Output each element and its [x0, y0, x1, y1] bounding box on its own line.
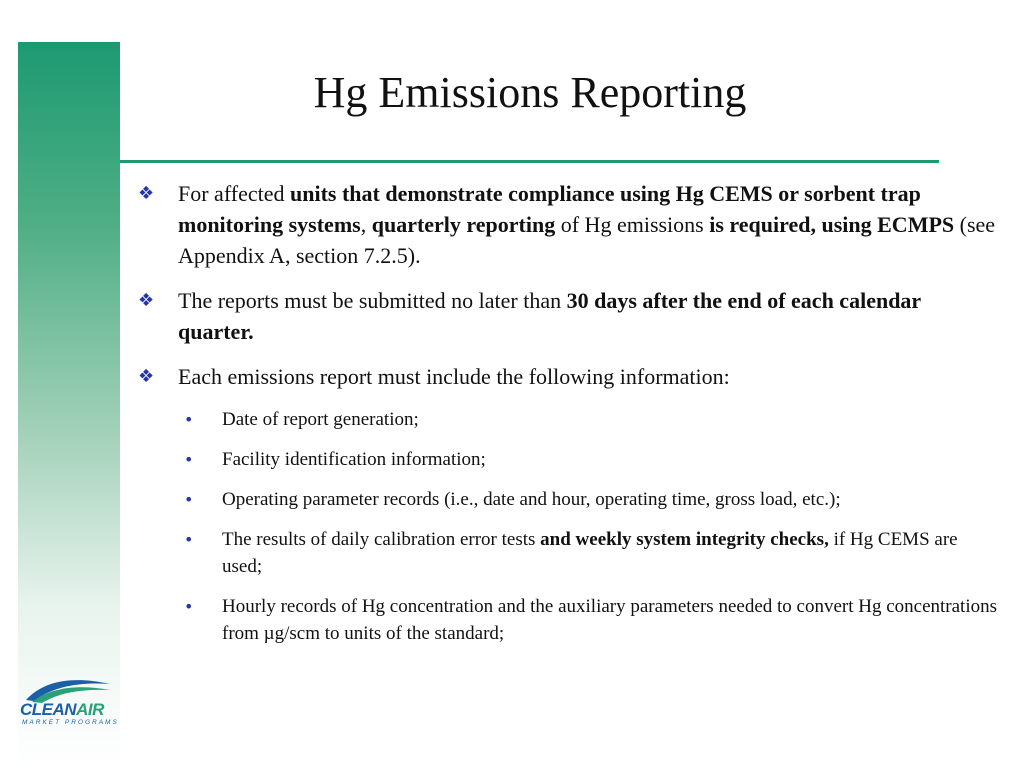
- diamond-bullet-icon: ❖: [138, 366, 155, 387]
- sub-bullet-text: [222, 409, 419, 430]
- text-run: (see Appendix A, section 7.2.5).: [178, 212, 996, 268]
- dot-bullet-icon: •: [184, 450, 194, 469]
- slide-content: [138, 178, 998, 660]
- bold-text-run: 30 days after the end of each calendar quarter.: [178, 288, 921, 344]
- slide-title: Hg Emissions Reporting: [313, 68, 747, 117]
- bold-text-run: is required, using ECMPS: [709, 212, 955, 237]
- bullet-item: [138, 285, 998, 347]
- text-run: ,: [360, 212, 372, 237]
- text-run: of Hg emissions: [555, 212, 710, 237]
- bullet-text: [178, 181, 995, 268]
- sub-bullet-text: [222, 489, 841, 510]
- logo-subtitle: MARKET PROGRAMS: [22, 719, 119, 726]
- text-run: Operating parameter records (i.e., date and hour, operating time, gross load, etc.);: [222, 489, 841, 510]
- text-run: Hourly records of Hg concentration and the auxiliary parameters needed to convert Hg concentrations from µg/scm to units of the standard;: [222, 596, 998, 644]
- logo-word-air: AIR: [76, 700, 104, 719]
- sub-bullet-item: [138, 526, 998, 580]
- text-run: For affected: [178, 181, 290, 206]
- text-run: Date of report generation;: [222, 409, 419, 430]
- title-underline: [120, 160, 939, 163]
- sub-bullet-item: [138, 486, 998, 513]
- bullet-item: [138, 178, 998, 271]
- text-run: if Hg CEMS are used;: [222, 529, 958, 577]
- bullet-text: [178, 288, 921, 344]
- dot-bullet-icon: •: [184, 530, 194, 549]
- sub-bullet-item: [138, 593, 998, 647]
- sub-bullet-item: [138, 446, 998, 473]
- bullet-item: [138, 361, 998, 392]
- sub-bullet-text: [222, 529, 958, 577]
- bold-text-run: quarterly reporting: [371, 212, 556, 237]
- sub-bullet-text: [222, 449, 486, 470]
- text-run: Facility identification information;: [222, 449, 486, 470]
- diamond-bullet-icon: ❖: [138, 290, 155, 311]
- bold-text-run: and weekly system integrity checks,: [540, 529, 829, 550]
- dot-bullet-icon: •: [184, 490, 194, 509]
- dot-bullet-icon: •: [184, 410, 194, 429]
- diamond-bullet-icon: ❖: [138, 183, 155, 204]
- sub-bullet-text: [222, 596, 997, 644]
- text-run: Each emissions report must include the following information:: [178, 364, 730, 389]
- bullet-text: [178, 364, 730, 389]
- dot-bullet-icon: •: [184, 597, 194, 616]
- logo-wordmark: [20, 700, 104, 720]
- text-run: The results of daily calibration error tests: [222, 529, 541, 550]
- text-run: The reports must be submitted no later than: [178, 288, 567, 313]
- logo-word-clean: CLEAN: [20, 700, 77, 719]
- bold-text-run: units that demonstrate compliance using Hg CEMS or sorbent trap monitoring systems: [178, 181, 921, 237]
- sidebar-gradient-bar: [18, 42, 120, 768]
- sub-bullet-item: [138, 406, 998, 433]
- clean-air-markets-logo: [20, 672, 119, 732]
